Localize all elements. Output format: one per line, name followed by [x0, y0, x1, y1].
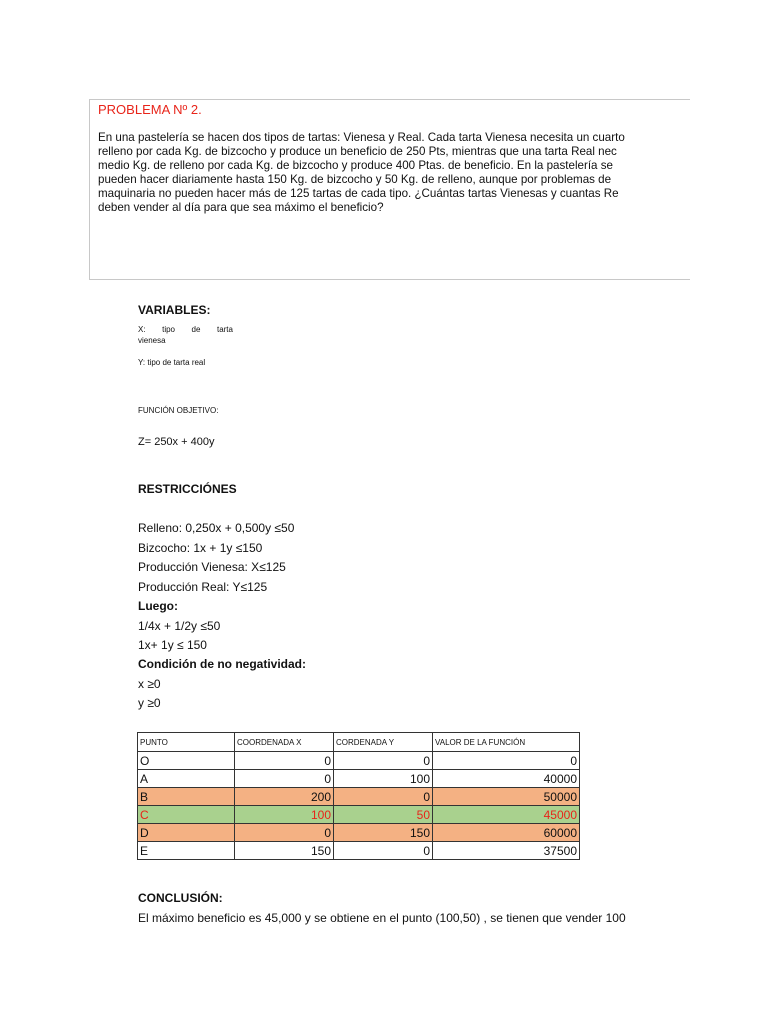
- table-cell: 0: [235, 770, 334, 788]
- nonnegativity-x: x ≥0: [138, 677, 161, 691]
- problem-line: maquinaria no pueden hacer más de 125 tartas de cada tipo. ¿Cuántas tartas Vienesas y cuantas Re: [98, 187, 619, 200]
- restrictions-heading: RESTRICCIÓNES: [138, 482, 237, 496]
- table-cell: 0: [334, 842, 433, 860]
- table-cell: 0: [334, 788, 433, 806]
- restriction-bizcocho: Bizcocho: 1x + 1y ≤150: [138, 541, 263, 555]
- table-row: [138, 788, 580, 806]
- table-cell: 0: [433, 752, 580, 770]
- table-cell: 0: [235, 824, 334, 842]
- table-cell: 150: [334, 824, 433, 842]
- table-header-cell: PUNTO: [138, 733, 235, 752]
- table-cell: 50: [334, 806, 433, 824]
- table-row: [138, 770, 580, 788]
- conclusion-heading: CONCLUSIÓN:: [138, 891, 223, 905]
- objective-heading: FUNCIÓN OBJETIVO:: [138, 406, 219, 415]
- table-cell: B: [138, 788, 235, 806]
- table-cell: 60000: [433, 824, 580, 842]
- problem-line: pueden hacer diariamente hasta 150 Kg. de bizcocho y 50 Kg. de relleno, aunque por problemas de: [98, 173, 612, 186]
- nonnegativity-heading: Condición de no negatividad:: [138, 657, 306, 671]
- table-cell: 40000: [433, 770, 580, 788]
- problem-statement: [98, 131, 690, 215]
- table-cell: 37500: [433, 842, 580, 860]
- table-cell: 45000: [433, 806, 580, 824]
- restriction-vienesa: Producción Vienesa: X≤125: [138, 560, 286, 574]
- table-cell: C: [138, 806, 235, 824]
- restriction-relleno: Relleno: 0,250x + 0,500y ≤50: [138, 521, 295, 535]
- variable-x-word: tipo: [162, 325, 175, 334]
- problem-line: medio Kg. de relleno por cada Kg. de bizcocho y produce 400 Ptas. de beneficio. En la pastelería se: [98, 159, 613, 172]
- table-header-cell: VALOR DE LA FUNCIÓN: [433, 733, 580, 752]
- table-row: [138, 824, 580, 842]
- table-cell: E: [138, 842, 235, 860]
- table-row: [138, 752, 580, 770]
- problem-line: deben vender al día para que sea máximo el beneficio?: [98, 201, 384, 214]
- objective-formula: Z= 250x + 400y: [138, 436, 215, 448]
- table-cell: 0: [334, 752, 433, 770]
- results-table: [137, 732, 580, 860]
- problem-title: PROBLEMA Nº 2.: [98, 102, 202, 117]
- variable-x-definition: [138, 324, 233, 346]
- table-cell: 100: [235, 806, 334, 824]
- simplified-equation-1: 1/4x + 1/2y ≤50: [138, 619, 221, 633]
- table-cell: 100: [334, 770, 433, 788]
- variable-x-word: de: [191, 325, 201, 334]
- table-header-cell: CORDENADA Y: [334, 733, 433, 752]
- table-cell: D: [138, 824, 235, 842]
- table-cell: O: [138, 752, 235, 770]
- problem-line: En una pastelería se hacen dos tipos de tartas: Vienesa y Real. Cada tarta Vienesa necesita un cuarto: [98, 131, 625, 144]
- problem-box: [89, 99, 690, 280]
- table-header-cell: COORDENADA X: [235, 733, 334, 752]
- problem-line: relleno por cada Kg. de bizcocho y produce un beneficio de 250 Pts, mientras que una tarta Real nec: [98, 145, 617, 158]
- variable-x-continuation: vienesa: [138, 336, 166, 345]
- simplified-equation-2: 1x+ 1y ≤ 150: [138, 638, 207, 652]
- variable-x-word: tarta: [216, 325, 233, 334]
- conclusion-text: El máximo beneficio es 45,000 y se obtiene en el punto (100,50) , se tienen que vender 100: [138, 911, 626, 925]
- table-header-row: [138, 733, 580, 752]
- table-row: [138, 842, 580, 860]
- variable-y-definition: Y: tipo de tarta real: [138, 358, 206, 367]
- nonnegativity-y: y ≥0: [138, 696, 161, 710]
- restriction-real: Producción Real: Y≤125: [138, 580, 268, 594]
- variable-x-word: X:: [138, 325, 146, 334]
- table-cell: 0: [235, 752, 334, 770]
- table-cell: A: [138, 770, 235, 788]
- table-row-optimal: [138, 806, 580, 824]
- table-cell: 50000: [433, 788, 580, 806]
- variables-heading: VARIABLES:: [138, 303, 211, 317]
- luego-label: Luego:: [138, 599, 178, 613]
- table-cell: 200: [235, 788, 334, 806]
- table-cell: 150: [235, 842, 334, 860]
